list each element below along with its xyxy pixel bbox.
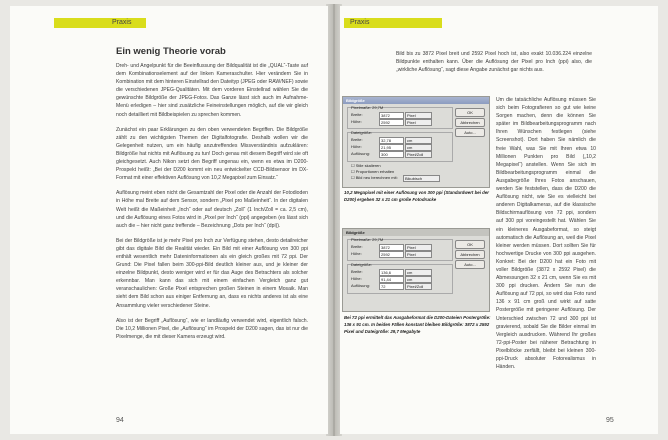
dialog-caption: Bei 72 ppi ermittelt das Ausgabeformat die D200-Dateien Postergröße: 136 x 91 cm. In beiden Fällen konstant bleiben Bildgröße: 3872 x 2592 Pixel und Dateigröße: 29,7 Megabyte bbox=[344, 315, 491, 334]
doc-group-label: Dateigröße: bbox=[351, 130, 372, 135]
width-field[interactable]: 3872 bbox=[379, 244, 404, 251]
width-label: Breite: bbox=[351, 112, 363, 117]
width-unit-select[interactable]: Pixel bbox=[405, 244, 432, 251]
auto-button[interactable]: Auto... bbox=[455, 260, 485, 269]
section-tab bbox=[54, 18, 146, 28]
width-label: Breite: bbox=[351, 244, 363, 249]
doc-height-unit-select[interactable]: cm bbox=[405, 276, 432, 283]
doc-width-unit-select[interactable]: cm bbox=[405, 137, 432, 144]
section-label: Praxis bbox=[112, 19, 132, 26]
right-page bbox=[340, 6, 658, 434]
height-label: Höhe: bbox=[351, 251, 362, 256]
section-label: Praxis bbox=[350, 19, 370, 26]
width-field[interactable]: 3872 bbox=[379, 112, 404, 119]
ok-button[interactable]: OK bbox=[455, 108, 485, 117]
ok-button[interactable]: OK bbox=[455, 240, 485, 249]
doc-height-label: Höhe: bbox=[351, 144, 362, 149]
height-field[interactable]: 2592 bbox=[379, 251, 404, 258]
resolution-field[interactable]: 72 bbox=[379, 283, 404, 290]
resample-method-select[interactable]: Bikubisch bbox=[403, 175, 440, 182]
pixel-group-label: Pixelmaße: 29,7M bbox=[351, 105, 384, 110]
page-number: 95 bbox=[606, 417, 614, 424]
doc-width-label: Breite: bbox=[351, 269, 363, 274]
resolution-label: Auflösung: bbox=[351, 151, 370, 156]
paragraph: Dreh- und Angelpunkt für die Beeinflussung der Bildqualität ist die „QUAL“-Taste auf dem Kombinationselement auf der linken Kameraschulter. Hier verändern Sie in Kombination mit dem hinteren Einstellrad den Dateityp (JPEG oder RAW/NEF) sowie die verschiedenen JPEG-Qualitäten. Mit dem vorderen Einstellrad wählen Sie die gewünschte Bildgröße der JPEG-Fotos. Das Ganze lässt sich auch im Aufnahme-Menü erledigen – hier sind zusätzliche Feineinstellungen möglich, auf die wir gleich noch detailliert mit Bildbeispielen zu sprechen kommen. bbox=[116, 63, 308, 118]
resolution-unit-select[interactable]: Pixel/Zoll bbox=[405, 283, 432, 290]
image-size-dialog-300ppi bbox=[342, 96, 490, 188]
height-label: Höhe: bbox=[351, 119, 362, 124]
right-intro-text: Bild bis zu 3872 Pixel breit und 2592 Pixel hoch ist, also exakt 10.036.224 einzelne Bildpunkte enthalten kann. Über die Auflösung der Pixel pro Inch (ppi) also, die „wirkliche Auflösung“, sagt diese Angabe zunächst gar nichts aus. bbox=[396, 51, 592, 74]
constrain-proportions-checkbox[interactable]: ☐ Proportionen erhalten bbox=[351, 169, 394, 174]
right-text-column: Um die tatsächliche Auflösung müssen Sie sich beim Fotografieren so gut wie keine Sorgen machen, denn die können Sie später im Bildbearbeitungsprogramm nach Ihren Wünschen festlegen (siehe Screenshot). Dort haben Sie nämlich die freie Wahl, was Sie mit Ihren etwa 10 Millionen Punkten pro Bild („10,2 Megapixel“) anstellen. Wenn Sie sich im Bildbearbeitungsprogramm einmal die Ausgabegröße Ihres Fotos anschauen, werden Sie feststellen, dass die D200 die Auflösung nicht, wie Sie es vielleicht bei anderen Digitalkameras, auf die klassische Bildschirmauflösung von 72 ppi, sondern auf 300 ppi voreingestellt hat. Wählen Sie ein kleineres Ausgabeformat, so steigt automatisch die Auflösung an, weil die Pixel kleiner werden müssen. Dort sollten Sie für hochwertige Drucke von 300 ppi ausgehen. Konkret: Bei der D200 hat ein Foto mit voller Bildgröße (3872 x 2592 Pixel) die Abmessungen 32 x 21 cm, wenn Sie es mit 300 ppi drucken. Ändern Sie nun die Auflösung auf 72 ppi, so wird das Foto rund 136 x 91 cm groß und wirkt auf satte Postergröße mit geringerer Auflösung. Der Unterschied zwischen 72 und 300 ppi ist gravierend, sobald Sie die Bilder einmal im Vergleich ausdrucken. Während Ihr großes 72-ppi-Poster bei näherer Betrachtung in Pixelblöcke zerfällt, bleibt bei kleinen 300-ppi-Druck absoluter Fotorealismus in Händen. bbox=[496, 97, 596, 371]
doc-height-field[interactable]: 21,95 bbox=[379, 144, 404, 151]
height-unit-select[interactable]: Pixel bbox=[405, 119, 432, 126]
dialog-caption: 10,2 Megapixel mit einer Auflösung von 300 ppi (Standardwert bei der D200) ergeben 32 x 21 cm große Fotodrucke bbox=[344, 190, 490, 202]
paragraph: Auflösung meint eben nicht die Gesamtzahl der Pixel oder die Anzahl der Fotodioden in Höhe mal Breite auf dem Sensor, sondern „Pixel pro Maßeinheit“. In der digitalen Welt heißt die Maßeinheit „Inch“ oder auf deutsch „Zoll“ (1 Inch/Zoll = ca. 2,5 cm), und die Auflösung eines Fotos wird in „Pixel per Inch“ (ppi) angegeben (es lässt sich auch die – hier nicht ganz treffende – Bezeichnung „Dots per Inch“ (dpi)). bbox=[116, 190, 308, 229]
left-text-column bbox=[116, 62, 308, 348]
pixel-group-label: Pixelmaße: 29,7M bbox=[351, 237, 384, 242]
left-page bbox=[10, 6, 328, 434]
page-heading: Ein wenig Theorie vorab bbox=[116, 46, 226, 57]
cancel-button[interactable]: Abbrechen bbox=[455, 250, 485, 259]
doc-width-label: Breite: bbox=[351, 137, 363, 142]
width-unit-select[interactable]: Pixel bbox=[405, 112, 432, 119]
paragraph: Also ist der Begriff „Auflösung“, wie er landläufig verwendet wird, eigentlich falsch. Die 10,2 Millionen Pixel, die „Auflösung“ im Prospekt der D200 sagen, das ist nur die Pixelmenge, die mit dieser Kamera erzeugt wird. bbox=[116, 317, 308, 340]
cancel-button[interactable]: Abbrechen bbox=[455, 118, 485, 127]
doc-height-unit-select[interactable]: cm bbox=[405, 144, 432, 151]
resample-checkbox[interactable]: ☐ Bild neu berechnen mit: bbox=[351, 175, 398, 180]
doc-height-label: Höhe: bbox=[351, 276, 362, 281]
resolution-label: Auflösung: bbox=[351, 283, 370, 288]
paragraph: Bei der Bildgröße ist je mehr Pixel pro Inch zur Verfügung stehen, desto detailreicher gibt das digitale Bild die Realität wieder. Ein Bild mit einer Auflösung von 300 ppi enthält wesentlich mehr Dateninformationen als ein gleich großes mit 72 ppi. Der Grund: Die Pixel fallen beim 300-ppi-Bild deutlich kleiner aus, und je kleiner der einzelne Bildpunkt, desto weniger wird er für das Auge des Betrachters als solcher erkennbar. Man kann das sich mit einem einfachen Vergleich ganz gut veranschaulichen: Große Pixel entsprechen großen Steinen in einem Mosaik. Man sieht dem Bild schon aus einiger Entfernung an, dass es nichts anderes ist als eine Ansammlung vieler verschiedener Steine. bbox=[116, 237, 308, 309]
height-unit-select[interactable]: Pixel bbox=[405, 251, 432, 258]
auto-button[interactable]: Auto... bbox=[455, 128, 485, 137]
image-size-dialog-72ppi bbox=[342, 228, 490, 312]
doc-width-unit-select[interactable]: cm bbox=[405, 269, 432, 276]
resolution-field[interactable]: 300 bbox=[379, 151, 404, 158]
page-number: 94 bbox=[116, 417, 124, 424]
doc-height-field[interactable]: 91,44 bbox=[379, 276, 404, 283]
dialog-title: Bildgröße bbox=[343, 97, 489, 104]
resolution-unit-select[interactable]: Pixel/Zoll bbox=[405, 151, 432, 158]
dialog-title: Bildgröße bbox=[343, 229, 489, 236]
doc-width-field[interactable]: 136,6 bbox=[379, 269, 404, 276]
doc-group-label: Dateigröße: bbox=[351, 262, 372, 267]
height-field[interactable]: 2592 bbox=[379, 119, 404, 126]
scale-styles-checkbox[interactable]: ☐ Stile skalieren bbox=[351, 163, 381, 168]
paragraph: Zunächst ein paar Erklärungen zu den oben verwendeten Begriffen. Die Bildgröße zählt zu den wichtigsten Themen der Digitalfotografie. Deshalb wollen wir die Gelegenheit nutzen, um ein häufig anzutreffendes Missverständnis aufzuklären: Bildgröße hat nichts mit Auflösung zu tun! Doch genau mit diesem Begriff wird sie oft gleichgesetzt. Auch Nikon setzt den Begriff ungenau ein, wenn es etwa im D200-Prospekt heißt: „Bei der D200 kommt ein neu entwickelter CCD-Bildsensor im DX-Format mit einer effektiven Auflösung von 10,2 Megapixel zum Einsatz.“ bbox=[116, 126, 308, 182]
doc-width-field[interactable]: 32,78 bbox=[379, 137, 404, 144]
